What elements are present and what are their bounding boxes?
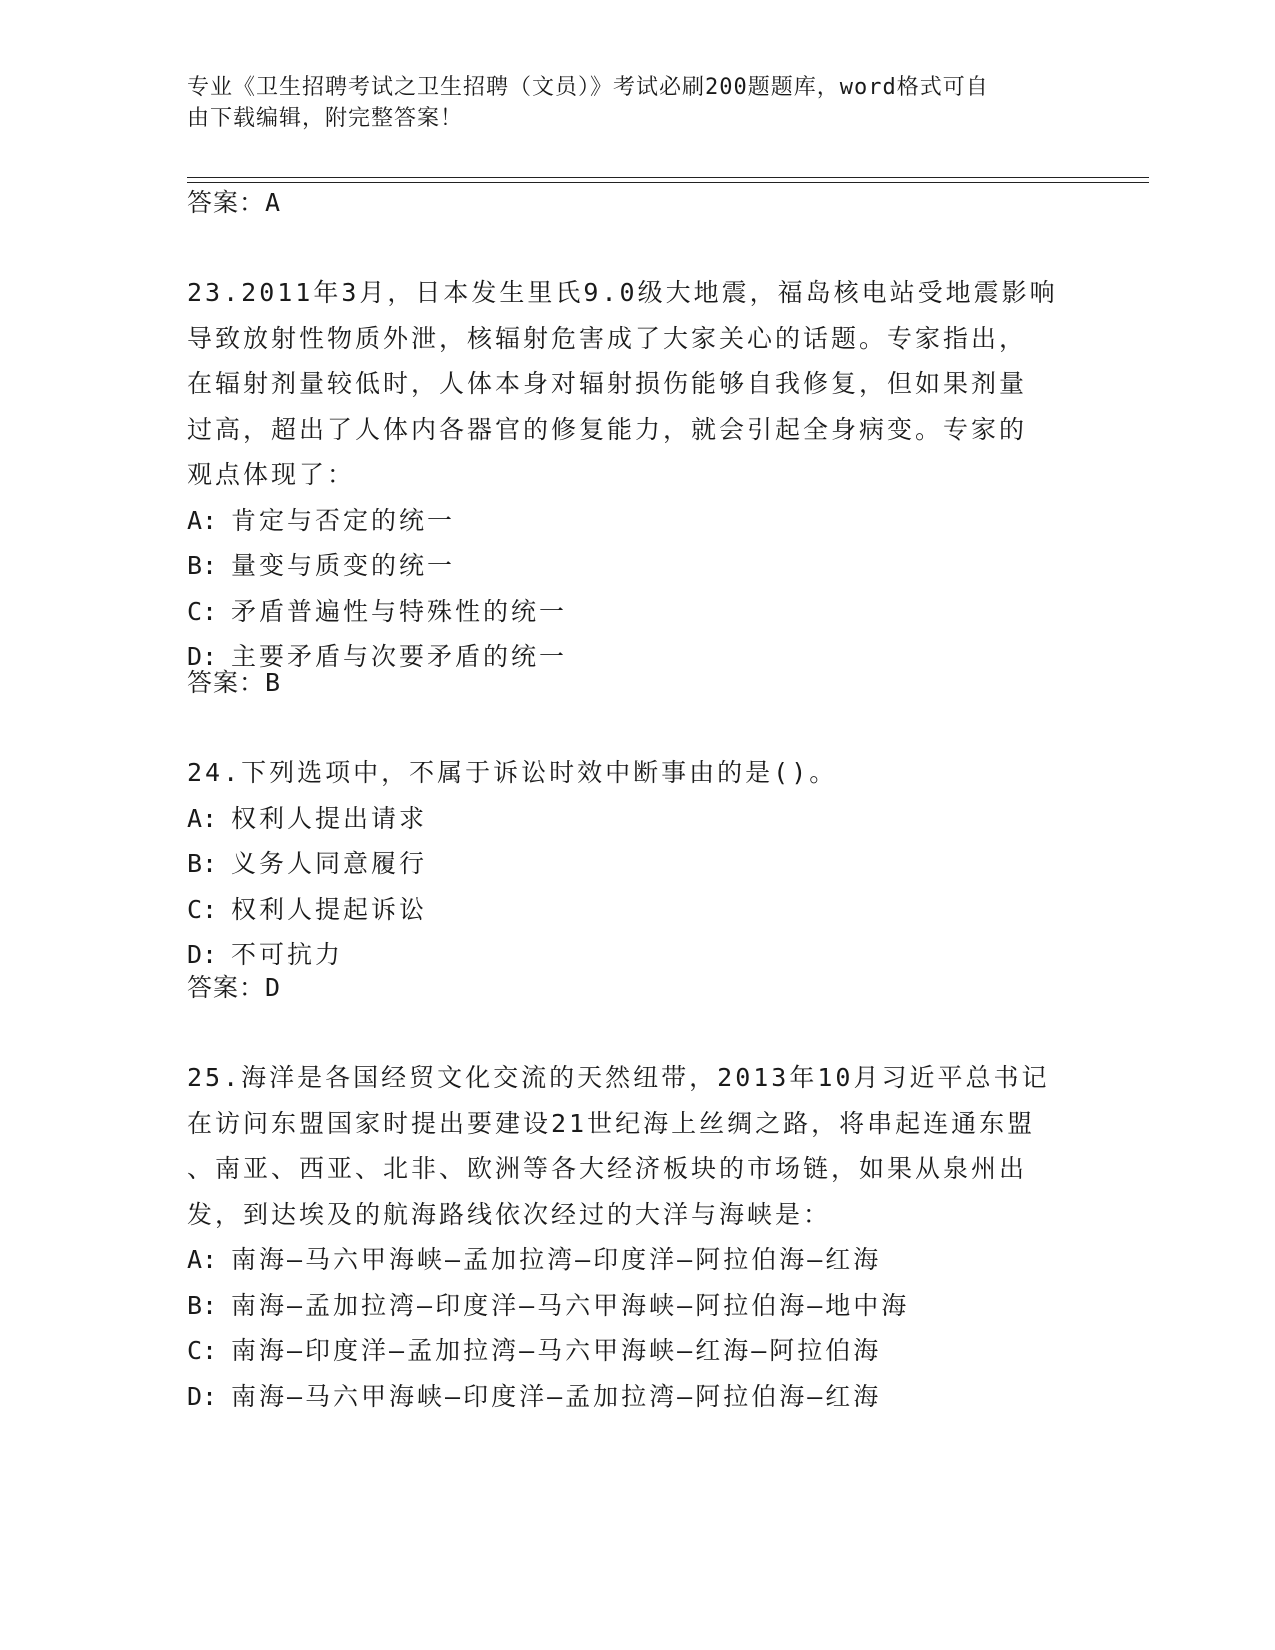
option-b: [187, 841, 1087, 887]
option-text: 南海—马六甲海峡—印度洋—孟加拉湾—阿拉伯海—红海: [231, 1381, 882, 1411]
header-divider-top: [187, 177, 1149, 178]
option-letter: D:: [187, 940, 218, 969]
question-stem-line: 23.2011年3月，日本发生里氏9.0级大地震，福岛核电站受地震影响: [187, 278, 1058, 307]
option-letter: B:: [187, 849, 218, 878]
option-d: [187, 932, 1087, 978]
option-b: [187, 543, 1087, 589]
option-letter: C:: [187, 894, 218, 924]
option-text: 不可抗力: [231, 940, 344, 969]
option-text: 权利人提出请求: [231, 803, 428, 833]
option-d: [187, 634, 1087, 680]
option-text: 主要矛盾与次要矛盾的统一: [231, 642, 568, 671]
question-stem-line: 、南亚、西亚、北非、欧洲等各大经济板块的市场链，如果从泉州出: [187, 1154, 1028, 1183]
question-stem-line: 导致放射性物质外泄，核辐射危害成了大家关心的话题。专家指出，: [187, 323, 1028, 353]
option-letter: C:: [187, 1336, 218, 1365]
document-header: [187, 72, 1067, 134]
option-a: [187, 796, 1087, 842]
question-stem-line: 在访问东盟国家时提出要建设21世纪海上丝绸之路，将串起连通东盟: [187, 1108, 1036, 1138]
option-letter: A:: [187, 1245, 218, 1274]
option-text: 量变与质变的统一: [231, 551, 456, 580]
option-text: 肯定与否定的统一: [231, 505, 456, 535]
option-a: [187, 498, 1087, 544]
question-stem-line: 25.海洋是各国经贸文化交流的天然纽带，2013年10月习近平总书记: [187, 1063, 1050, 1092]
option-letter: D:: [187, 642, 218, 671]
option-letter: A:: [187, 803, 218, 833]
option-c: [187, 887, 1087, 933]
question-stem-line: 观点体现了：: [187, 460, 356, 489]
option-text: 南海—孟加拉湾—印度洋—马六甲海峡—阿拉伯海—地中海: [231, 1290, 910, 1320]
option-c: [187, 589, 1087, 635]
option-d: [187, 1374, 1087, 1420]
question-stem-line: 在辐射剂量较低时，人体本身对辐射损伤能够自我修复，但如果剂量: [187, 369, 1028, 398]
previous-answer: 答案：A: [187, 188, 282, 217]
option-text: 南海—印度洋—孟加拉湾—马六甲海峡—红海—阿拉伯海: [231, 1336, 882, 1365]
header-divider-bottom: [187, 182, 1149, 183]
option-letter: D:: [187, 1381, 218, 1411]
option-text: 义务人同意履行: [231, 849, 428, 878]
option-letter: B:: [187, 551, 218, 580]
option-c: [187, 1328, 1087, 1374]
option-a: [187, 1237, 1087, 1283]
option-letter: A:: [187, 505, 218, 535]
option-text: 矛盾普遍性与特殊性的统一: [231, 596, 568, 626]
question-24: [187, 750, 1087, 978]
header-line-2: 由下载编辑，附完整答案！: [187, 106, 464, 131]
question-stem-line: 24.下列选项中，不属于诉讼时效中断事由的是()。: [187, 758, 838, 787]
question-stem-line: 发，到达埃及的航海路线依次经过的大洋与海峡是：: [187, 1199, 832, 1229]
answer-24: 答案：D: [187, 973, 282, 1002]
question-23: [187, 270, 1087, 680]
question-25: [187, 1055, 1087, 1419]
option-b: [187, 1283, 1087, 1329]
header-line-1: 专业《卫生招聘考试之卫生招聘（文员）》考试必刷200题题库，word格式可自: [187, 75, 989, 100]
option-text: 权利人提起诉讼: [231, 894, 428, 924]
question-stem-line: 过高，超出了人体内各器官的修复能力，就会引起全身病变。专家的: [187, 414, 1028, 444]
option-letter: C:: [187, 596, 218, 626]
answer-23: 答案：B: [187, 668, 282, 697]
option-letter: B:: [187, 1290, 218, 1320]
option-text: 南海—马六甲海峡—孟加拉湾—印度洋—阿拉伯海—红海: [231, 1245, 882, 1274]
